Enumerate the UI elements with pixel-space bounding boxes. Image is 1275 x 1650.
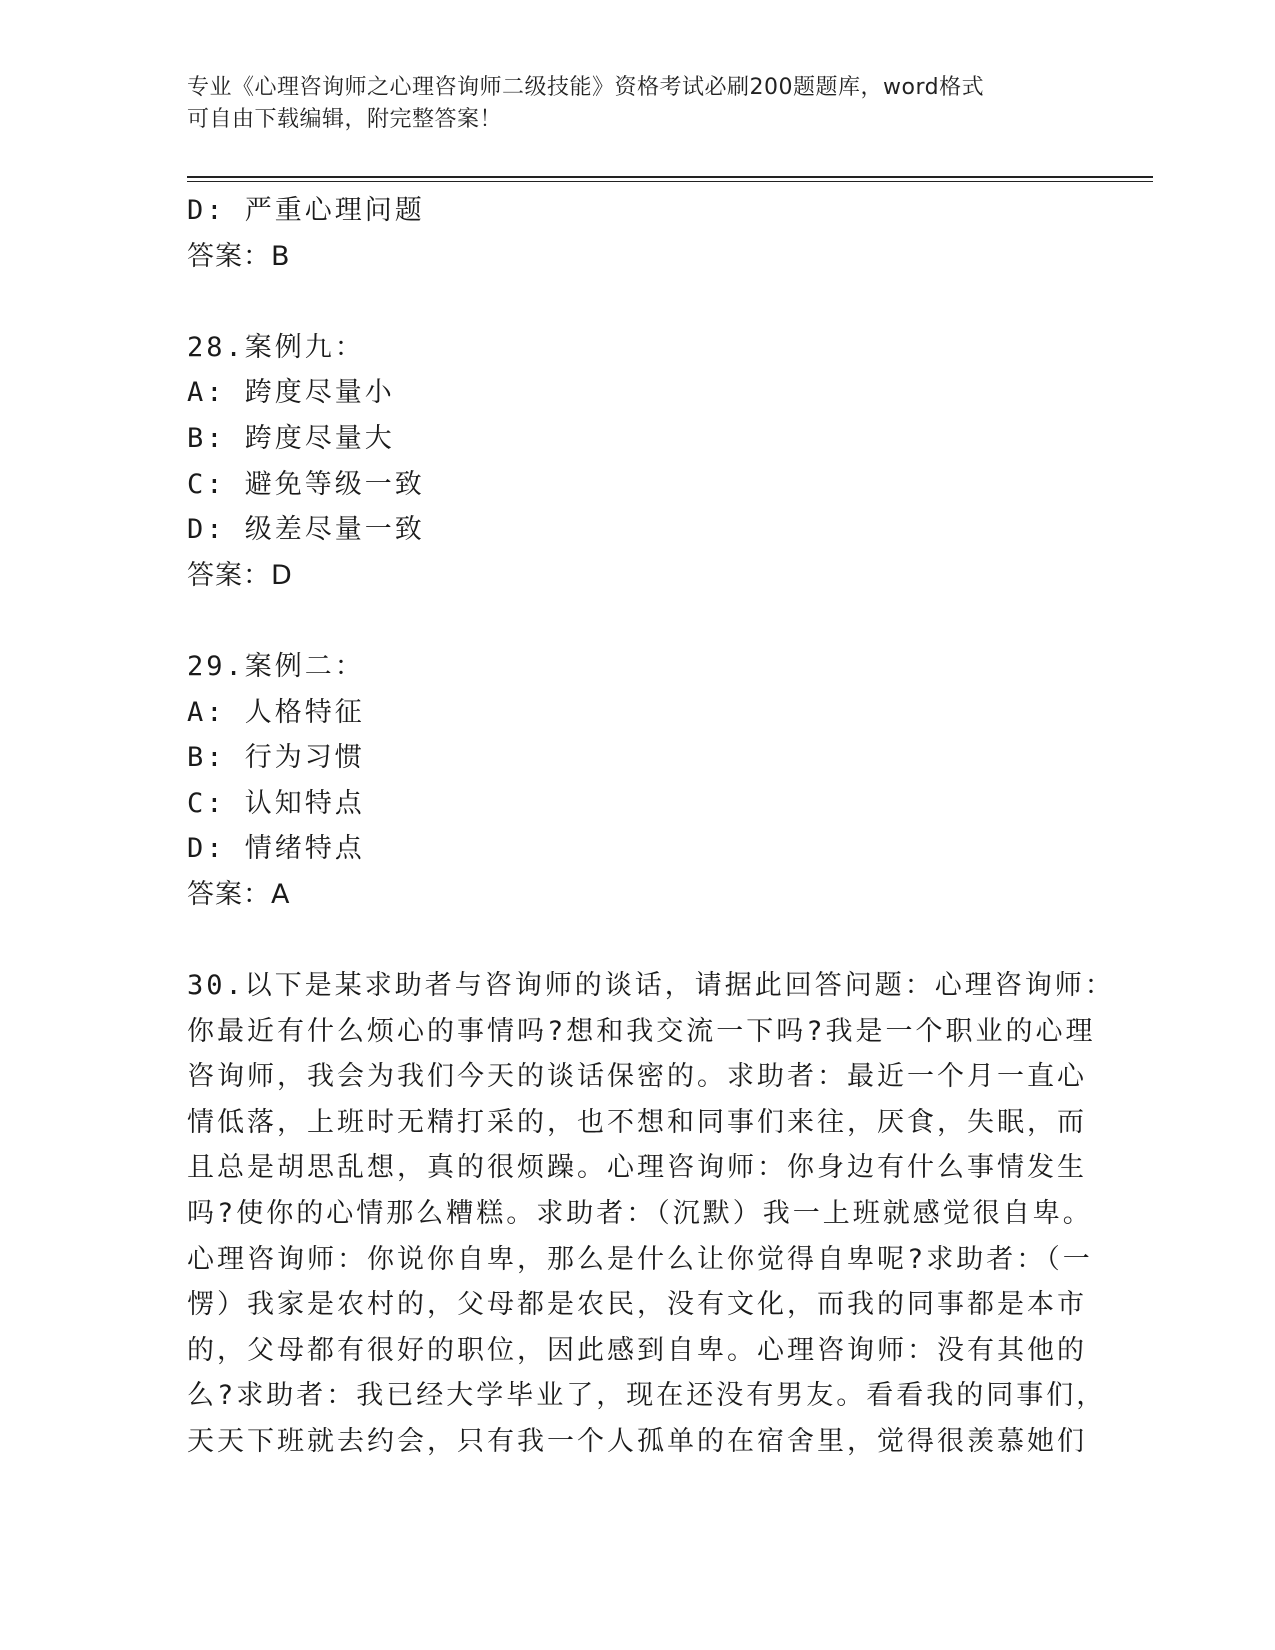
document-body bbox=[187, 188, 1115, 1465]
passage-line: 天天下班就去约会，只有我一个人孤单的在宿舍里，觉得很羡慕她们 bbox=[187, 1426, 1087, 1458]
question-stem: 29.案例二： bbox=[187, 650, 365, 682]
prev-option-d: D: 严重心理问题 bbox=[187, 195, 425, 226]
passage-line: 情低落，上班时无精打采的，也不想和同事们来往，厌食，失眠，而 bbox=[187, 1106, 1087, 1138]
prev-answer: 答案：B bbox=[187, 240, 291, 272]
question-stem: 28.案例九： bbox=[187, 331, 365, 363]
option-b: B: 行为习惯 bbox=[187, 742, 365, 774]
passage-line: 咨询师，我会为我们今天的谈话保密的。求助者：最近一个月一直心 bbox=[187, 1061, 1087, 1093]
answer: 答案：A bbox=[187, 878, 291, 910]
question-28 bbox=[187, 325, 1067, 599]
passage-line: 吗?使你的心情那么糟糕。求助者：（沉默）我一上班就感觉很自卑。 bbox=[187, 1198, 1093, 1230]
passage-line: 30.以下是某求助者与咨询师的谈话，请据此回答问题：心理咨询师： bbox=[187, 970, 1115, 1002]
spacer bbox=[187, 598, 1067, 644]
option-a: A: 人格特征 bbox=[187, 696, 365, 728]
passage-line: 心理咨询师：你说你自卑，那么是什么让你觉得自卑呢?求助者：（一 bbox=[187, 1243, 1093, 1275]
header-line-2: 可自由下载编辑，附完整答案！ bbox=[187, 107, 503, 132]
option-a: A: 跨度尽量小 bbox=[187, 377, 395, 409]
header-line-1: 专业《心理咨询师之心理咨询师二级技能》资格考试必刷200题题库，word格式 bbox=[187, 75, 985, 100]
option-d: D: 级差尽量一致 bbox=[187, 514, 425, 546]
option-c: C: 避免等级一致 bbox=[187, 468, 425, 500]
answer: 答案：D bbox=[187, 559, 293, 591]
question-30-passage bbox=[187, 963, 1115, 1465]
option-b: B: 跨度尽量大 bbox=[187, 422, 395, 454]
question-29 bbox=[187, 644, 1067, 918]
document-header bbox=[187, 72, 1067, 136]
header-divider-thin bbox=[187, 181, 1153, 182]
spacer bbox=[187, 918, 1067, 964]
passage-line: 愣）我家是农村的，父母都是农民，没有文化，而我的同事都是本市 bbox=[187, 1289, 1087, 1321]
header-divider-thick bbox=[187, 176, 1153, 178]
option-d: D: 情绪特点 bbox=[187, 833, 365, 865]
passage-line: 且总是胡思乱想，真的很烦躁。心理咨询师：你身边有什么事情发生 bbox=[187, 1152, 1087, 1184]
option-c: C: 认知特点 bbox=[187, 787, 365, 819]
passage-line: 的，父母都有很好的职位，因此感到自卑。心理咨询师：没有其他的 bbox=[187, 1334, 1087, 1366]
passage-line: 么?求助者：我已经大学毕业了，现在还没有男友。看看我的同事们， bbox=[187, 1380, 1107, 1412]
spacer bbox=[187, 279, 1067, 325]
passage-line: 你最近有什么烦心的事情吗?想和我交流一下吗?我是一个职业的心理 bbox=[187, 1015, 1096, 1047]
